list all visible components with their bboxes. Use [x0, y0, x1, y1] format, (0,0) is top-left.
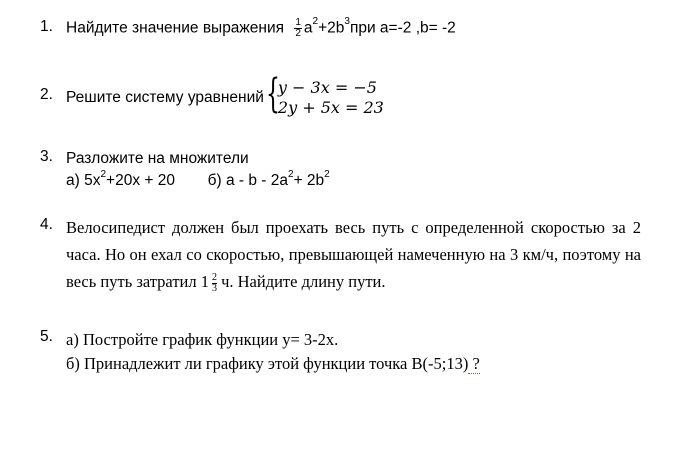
equation-2: 2y + 5x = 23 [277, 98, 384, 117]
task-number: 1. [40, 18, 53, 35]
task-text [66, 71, 641, 118]
task-4-end: ч. Найдите длину пути. [221, 272, 386, 291]
task-number: 4. [40, 216, 53, 233]
task-text [66, 214, 641, 295]
task-number: 5. [40, 328, 53, 345]
task-number: 3. [40, 148, 53, 165]
task-text [66, 148, 641, 192]
task-number: 2. [40, 86, 53, 103]
fraction-two-thirds: $\frac{2}{3}$ [211, 271, 217, 294]
task-3-parts: а) $5x^2+20x + 20$ б) $a - b - 2a^2+ 2b^2$ [66, 168, 330, 189]
equation-system [265, 71, 384, 118]
brace-icon: { [265, 71, 280, 117]
task-text: Найдите значение выражения $\frac{1}{2}$ $a^2+2b^3при$ a=-2 ,b= -2 [66, 16, 456, 39]
task-3-text: Разложите на множители [66, 150, 249, 167]
task-5-line-2: б) Принадлежит ли графику этой функции точка B(-5;13) ? [66, 354, 480, 373]
fraction-one-half: $\frac{1}{2}$ [295, 17, 301, 39]
task-1-tail: при a=-2 ,b= -2 [349, 19, 456, 37]
task-4-text: Велосипедист должен был проехать весь путь с определенной скоростью за 2 часа. Но он ехал со скоростью, превышающей намеченную на 3 км/ч, поэтому на весь путь затратил 1 [66, 218, 641, 291]
equation-1: y − 3x = −5 [277, 78, 377, 97]
task-5-line-1: а) Постройте график функции y= 3-2x. [66, 330, 339, 349]
task-1-text: Найдите значение выражения [66, 19, 285, 37]
task-2-text: Решите систему уравнений [66, 89, 264, 106]
task-text [66, 328, 641, 376]
spellcheck-underline: ? [468, 354, 480, 373]
